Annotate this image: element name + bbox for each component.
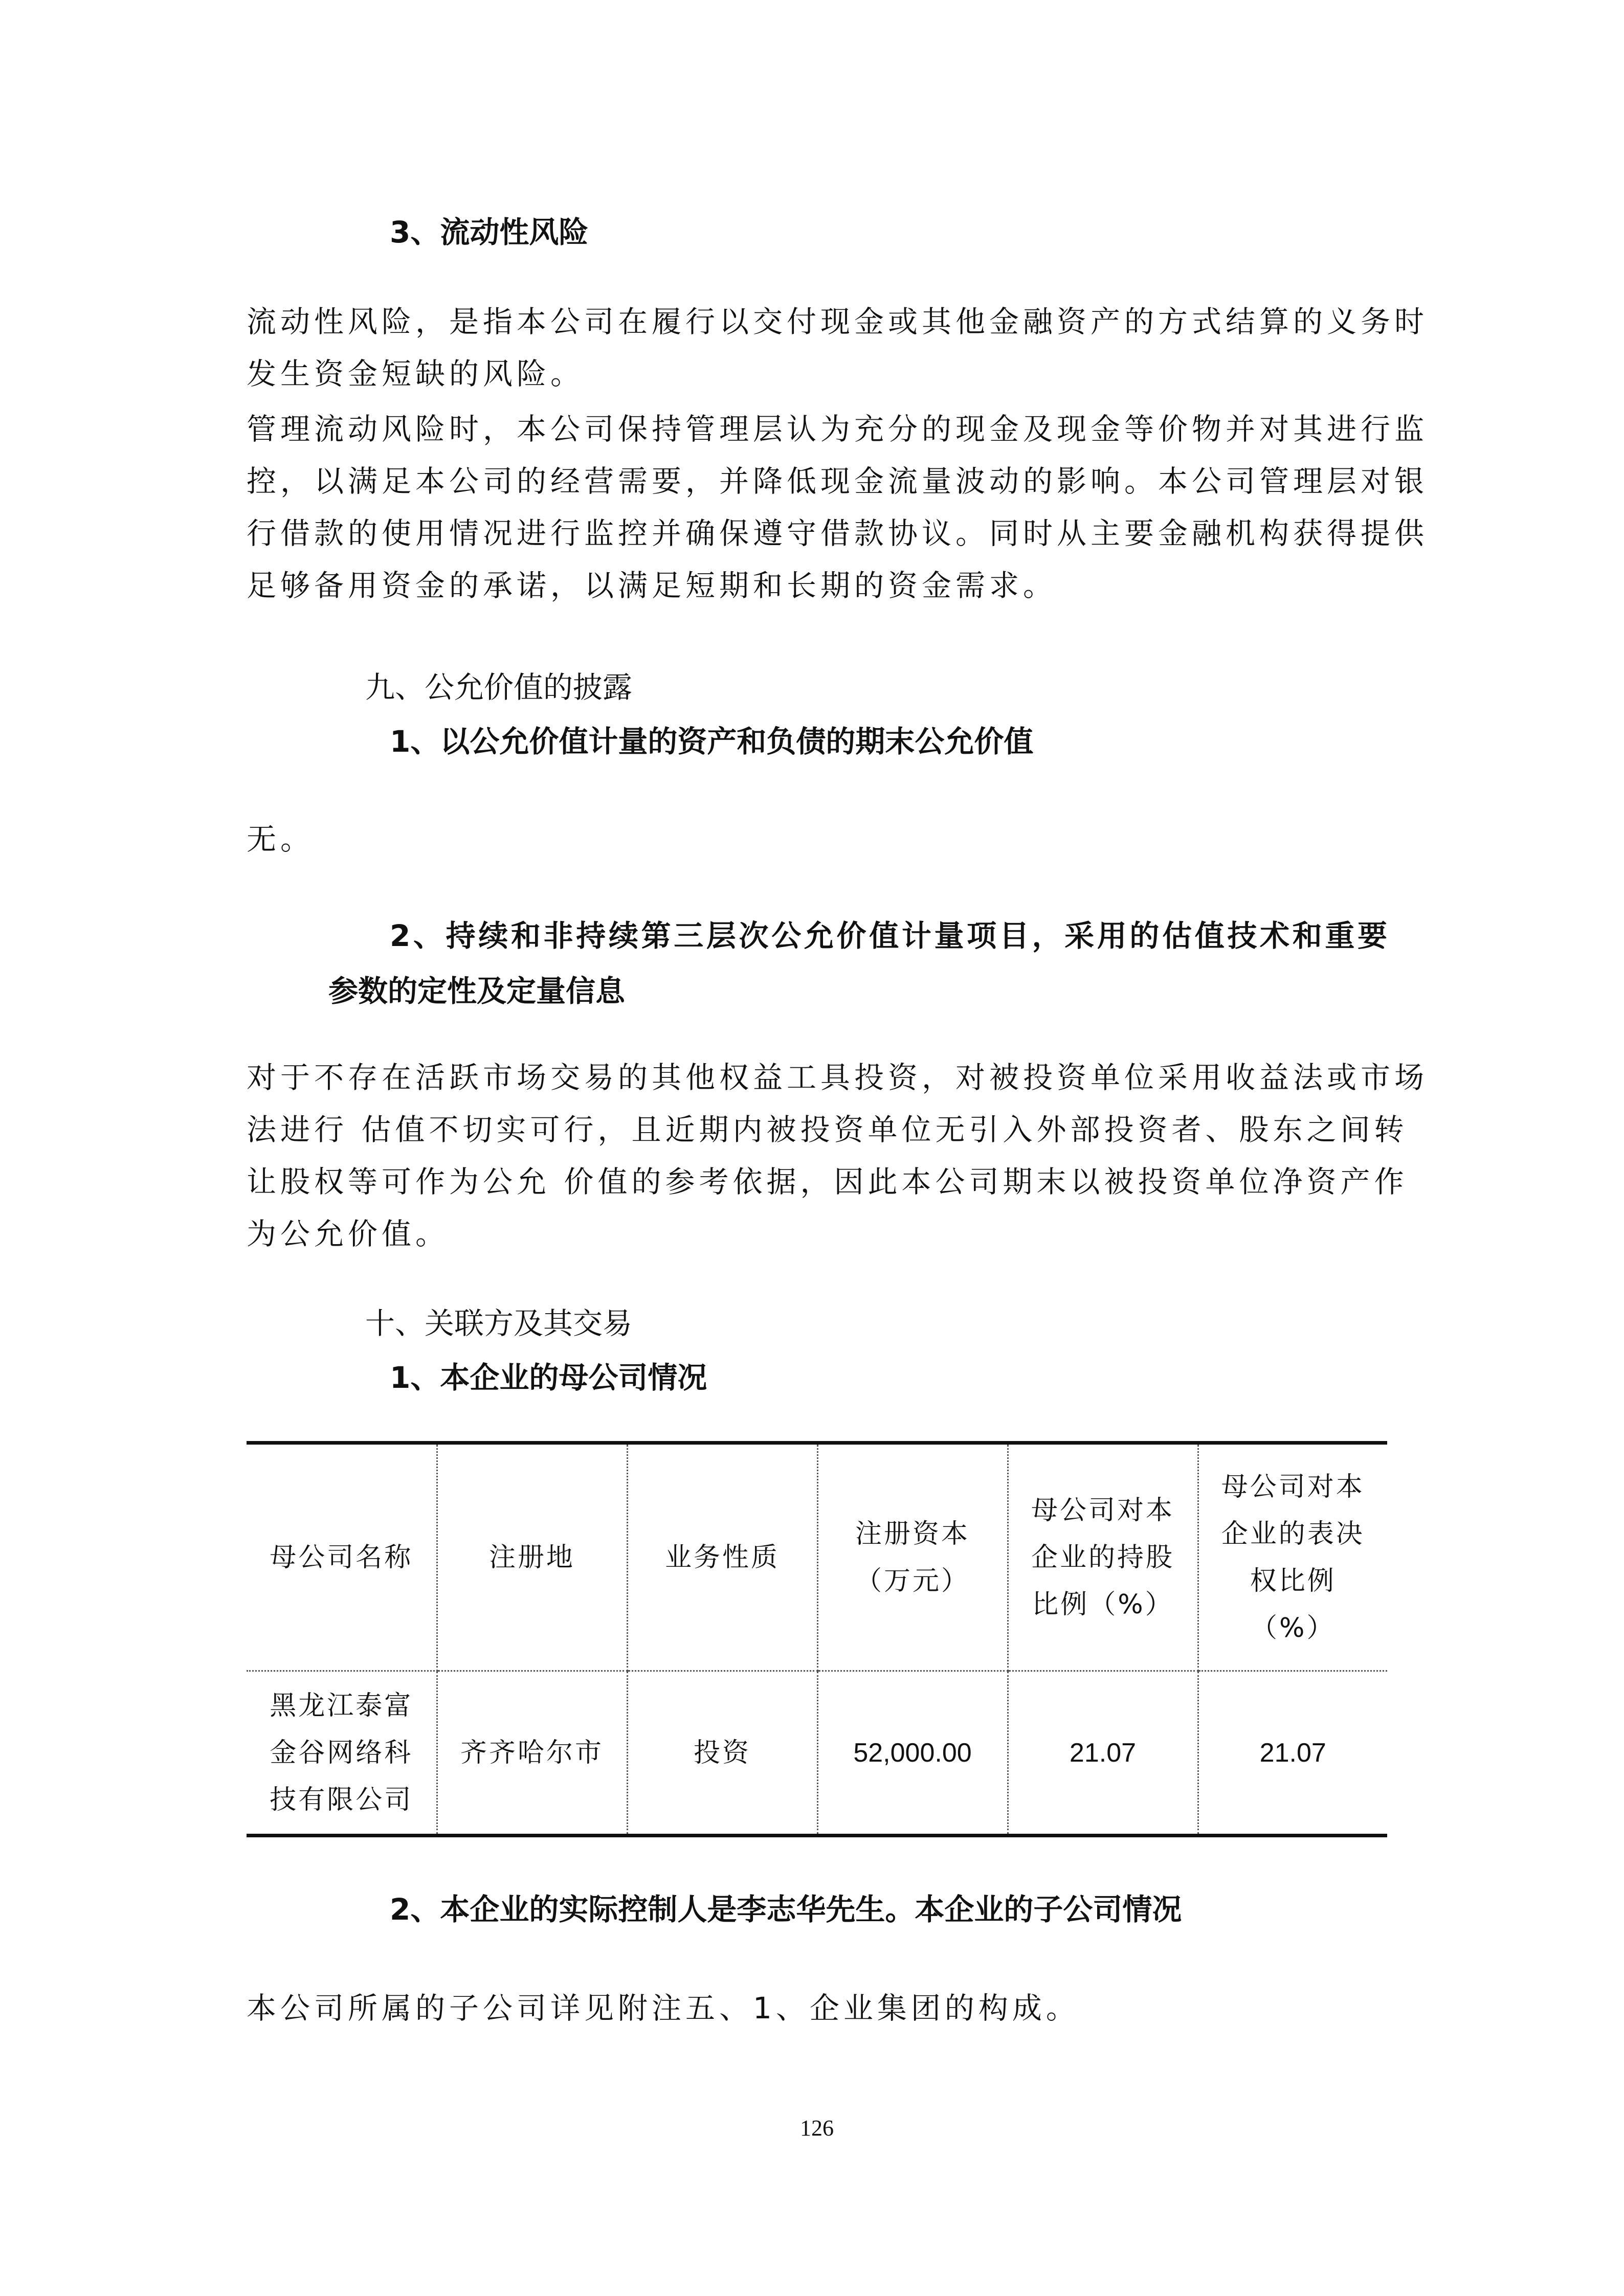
liquidity-risk-management: [247, 403, 1429, 612]
table-header-row: [247, 1443, 1387, 1671]
table-cell: 黑龙江泰富金谷网络科技有限公司: [247, 1671, 437, 1836]
text-line: 流动性风险，是指本公司在履行以交付现金或其他金融资产的方式结算的义务时: [247, 304, 1429, 339]
text-line: 足够备用资金的承诺，以满足短期和长期的资金需求。: [247, 568, 1057, 603]
parent-company-table: [247, 1441, 1387, 1837]
heading-line: 2、持续和非持续第三层次公允价值计量项目，采用的估值技术和重要: [390, 918, 1387, 953]
column-header: 业务性质: [627, 1443, 817, 1671]
table-cell: 投资: [627, 1671, 817, 1836]
liquidity-risk-definition: [247, 296, 1429, 400]
column-header: 注册资本（万元）: [817, 1443, 1008, 1671]
text-line: 为公允价值。: [247, 1217, 450, 1251]
controller-subsidiary-heading: 2、本企业的实际控制人是李志华先生。本企业的子公司情况: [390, 1892, 1182, 1927]
column-header: 母公司对本企业的持股比例（%）: [1008, 1443, 1198, 1671]
text-line: 对于不存在活跃市场交易的其他权益工具投资，对被投资单位采用收益法或市场: [247, 1060, 1429, 1095]
table-cell: 齐齐哈尔市: [437, 1671, 627, 1836]
table-cell: 21.07: [1008, 1671, 1198, 1836]
fair-value-sub2-heading: [390, 908, 1387, 963]
fair-value-section-heading: 九、公允价值的披露: [365, 670, 633, 705]
related-party-section-heading: 十、关联方及其交易: [365, 1306, 633, 1341]
column-header: 注册地: [437, 1443, 627, 1671]
text-line: 发生资金短缺的风险。: [247, 356, 585, 391]
table-cell: 52,000.00: [817, 1671, 1008, 1836]
liquidity-risk-heading: 3、流动性风险: [390, 215, 589, 250]
text-line: 管理流动风险时，本公司保持管理层认为充分的现金及现金等价物并对其进行监: [247, 412, 1429, 446]
table-cell: 21.07: [1198, 1671, 1387, 1836]
fair-value-sub1-heading: 1、以公允价值计量的资产和负债的期末公允价值: [390, 724, 1034, 759]
text-line: 法进行 估值不切实可行，且近期内被投资单位无引入外部投资者、股东之间转: [247, 1112, 1408, 1147]
parent-company-heading: 1、本企业的母公司情况: [390, 1360, 707, 1395]
page-number: 126: [800, 2115, 834, 2141]
fair-value-sub2-paragraph: [247, 1051, 1429, 1260]
fair-value-sub1-text: 无。: [247, 822, 315, 857]
subsidiary-reference-text: 本公司所属的子公司详见附注五、1、企业集团的构成。: [247, 1991, 1080, 2025]
column-header: 母公司对本企业的表决权比例（%）: [1198, 1443, 1387, 1671]
text-line: 控，以满足本公司的经营需要，并降低现金流量波动的影响。本公司管理层对银: [247, 464, 1429, 499]
text-line: 行借款的使用情况进行监控并确保遵守借款协议。同时从主要金融机构获得提供: [247, 516, 1429, 551]
fair-value-sub2-heading-cont: 参数的定性及定量信息: [328, 974, 626, 1008]
table-row: [247, 1671, 1387, 1836]
column-header: 母公司名称: [247, 1443, 437, 1671]
text-line: 让股权等可作为公允 价值的参考依据，因此本公司期末以被投资单位净资产作: [247, 1164, 1408, 1199]
